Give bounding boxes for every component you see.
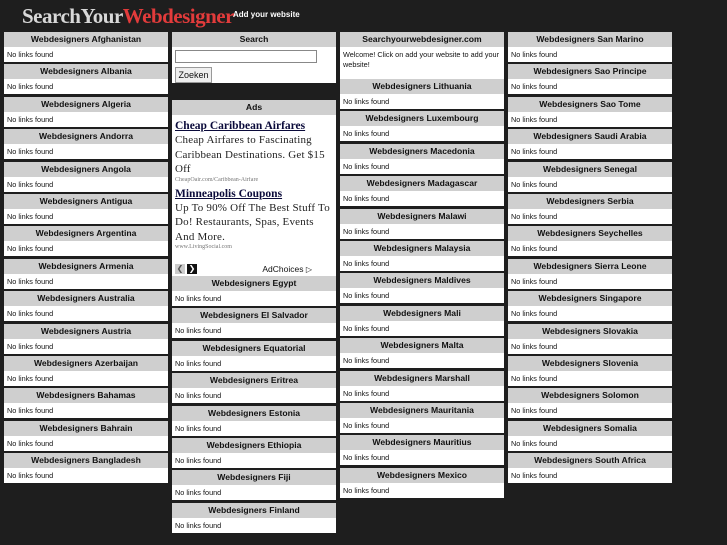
country-card [508,291,672,323]
welcome-text: Welcome! Click on add your website to add your website! [340,47,504,80]
no-links-text: No links found [340,126,504,141]
country-card [508,162,672,194]
country-card [340,176,504,208]
no-links-text: No links found [172,291,336,306]
country-title[interactable]: Webdesigners Ethiopia [172,438,336,453]
ad-url[interactable]: CheapOair.com/Caribbean-Airfare [175,176,259,183]
no-links-text: No links found [508,371,672,386]
ad-prev-button[interactable]: ❮ [176,264,184,273]
welcome-title[interactable]: Searchyourwebdesigner.com [340,32,504,47]
no-links-text: No links found [172,518,336,533]
country-column-1 [4,32,168,485]
country-title[interactable]: Webdesigners Egypt [172,276,336,291]
country-card [340,241,504,273]
country-card [508,97,672,129]
adchoices-label: AdChoices [262,264,304,274]
ad-url[interactable]: www.LivingSocial.com [175,244,232,250]
country-card [340,435,504,467]
no-links-text: No links found [508,403,672,418]
no-links-text: No links found [4,436,168,451]
country-title[interactable]: Webdesigners Slovenia [508,356,672,371]
country-title[interactable]: Webdesigners Estonia [172,406,336,421]
no-links-text: No links found [4,47,168,62]
country-title[interactable]: Webdesigners Albania [4,64,168,79]
country-title[interactable]: Webdesigners Australia [4,291,168,306]
search-title: Search [172,32,336,47]
country-title[interactable]: Webdesigners San Marino [508,32,672,47]
country-card [340,111,504,143]
ad-title-link[interactable]: Cheap Caribbean Airfares [175,120,306,132]
country-card [4,32,168,64]
country-card [172,406,336,438]
adchoices-icon: ▷ [305,265,312,274]
country-title[interactable]: Webdesigners Argentina [4,226,168,241]
country-title[interactable]: Webdesigners Antigua [4,194,168,209]
no-links-text: No links found [4,274,168,289]
no-links-text: No links found [4,79,168,94]
no-links-text: No links found [508,112,672,127]
country-card [172,373,336,405]
no-links-text: No links found [508,339,672,354]
search-body [172,47,336,83]
country-card [4,388,168,420]
country-title[interactable]: Webdesigners Slovakia [508,324,672,339]
country-title[interactable]: Webdesigners Bahrain [4,421,168,436]
country-card [4,97,168,129]
no-links-text: No links found [508,436,672,451]
country-card [508,259,672,291]
no-links-text: No links found [508,177,672,192]
no-links-text: No links found [340,94,504,109]
no-links-text: No links found [4,241,168,256]
country-card [4,64,168,96]
country-card [4,129,168,161]
country-column-4 [508,32,672,485]
country-title[interactable]: Webdesigners Malawi [340,209,504,224]
no-links-text: No links found [4,144,168,159]
site-logo[interactable] [22,3,234,29]
country-title[interactable]: Webdesigners Solomon [508,388,672,403]
no-links-text: No links found [340,191,504,206]
country-title[interactable]: Webdesigners Mauritius [340,435,504,450]
logo-text-part2: Webdesigner [122,4,234,28]
no-links-text: No links found [508,241,672,256]
country-card [4,194,168,226]
no-links-text: No links found [340,386,504,401]
country-title[interactable]: Webdesigners Saudi Arabia [508,129,672,144]
country-title[interactable]: Webdesigners Mali [340,306,504,321]
country-title[interactable]: Webdesigners Sierra Leone [508,259,672,274]
search-button[interactable]: Zoeken [175,67,212,83]
country-card [340,144,504,176]
country-card [508,453,672,485]
country-card [172,438,336,470]
no-links-text: No links found [508,144,672,159]
country-card [340,79,504,111]
no-links-text: No links found [172,453,336,468]
country-card [508,194,672,226]
no-links-text: No links found [508,47,672,62]
no-links-text: No links found [4,112,168,127]
country-title[interactable]: Webdesigners Malaysia [340,241,504,256]
country-card [508,32,672,64]
country-card [4,324,168,356]
adchoices-link[interactable] [262,264,312,274]
country-title[interactable]: Webdesigners Sao Tome [508,97,672,112]
country-card [508,324,672,356]
no-links-text: No links found [4,339,168,354]
no-links-text: No links found [508,468,672,483]
no-links-text: No links found [340,483,504,498]
country-title[interactable]: Webdesigners Macedonia [340,144,504,159]
search-input[interactable] [175,50,317,63]
no-links-text: No links found [340,288,504,303]
country-card [4,453,168,485]
country-title[interactable]: Webdesigners Algeria [4,97,168,112]
country-card [340,338,504,370]
country-title[interactable]: Webdesigners Madagascar [340,176,504,191]
country-title[interactable]: Webdesigners Bahamas [4,388,168,403]
country-title[interactable]: Webdesigners Azerbaijan [4,356,168,371]
country-title[interactable]: Webdesigners Mexico [340,468,504,483]
country-card [4,226,168,258]
country-title[interactable]: Webdesigners Marshall [340,371,504,386]
country-title[interactable]: Webdesigners Maldives [340,273,504,288]
country-card [508,64,672,96]
country-column-2 [172,32,336,535]
country-card [508,226,672,258]
country-card [508,356,672,388]
country-card [4,162,168,194]
country-title[interactable]: Webdesigners Equatorial [172,341,336,356]
ad-navigation [175,264,197,274]
no-links-text: No links found [172,323,336,338]
ads-card [172,100,336,276]
country-title[interactable]: Webdesigners Austria [4,324,168,339]
no-links-text: No links found [4,209,168,224]
no-links-text: No links found [340,256,504,271]
country-title[interactable]: Webdesigners Lithuania [340,79,504,94]
country-title[interactable]: Webdesigners Angola [4,162,168,177]
country-card [4,356,168,388]
no-links-text: No links found [172,356,336,371]
ads-body [172,115,336,276]
ad-next-button[interactable]: ❯ [188,264,196,273]
no-links-text: No links found [4,468,168,483]
country-card [340,306,504,338]
country-title[interactable]: Webdesigners Senegal [508,162,672,177]
ad-description: Up To 90% Off The Best Stuff To Do! Restaurants, Spas, Events And More. [175,201,330,243]
logo-text-part1: SearchYour [22,4,123,28]
welcome-card [340,32,504,79]
country-card [172,341,336,373]
country-card [508,421,672,453]
country-title[interactable]: Webdesigners Finland [172,503,336,518]
country-card [340,371,504,403]
country-column-3 [340,32,504,500]
country-title[interactable]: Webdesigners Andorra [4,129,168,144]
country-title[interactable]: Webdesigners Eritrea [172,373,336,388]
country-card [172,276,336,308]
no-links-text: No links found [340,353,504,368]
no-links-text: No links found [508,79,672,94]
ad-description: Cheap Airfares to Fascinating Caribbean Destinations. Get $15 Off [175,134,325,175]
no-links-text: No links found [172,388,336,403]
country-title[interactable]: Webdesigners Serbia [508,194,672,209]
country-title[interactable]: Webdesigners Mauritania [340,403,504,418]
country-title[interactable]: Webdesigners Sao Principe [508,64,672,79]
no-links-text: No links found [4,371,168,386]
ad-title-link[interactable]: Minneapolis Coupons [175,187,283,200]
no-links-text: No links found [340,418,504,433]
country-card [340,403,504,435]
no-links-text: No links found [508,306,672,321]
no-links-text: No links found [340,450,504,465]
country-card [340,209,504,241]
no-links-text: No links found [340,321,504,336]
no-links-text: No links found [172,485,336,500]
country-title[interactable]: Webdesigners Armenia [4,259,168,274]
country-card [340,468,504,500]
country-card [172,308,336,340]
country-title[interactable]: Webdesigners Bangladesh [4,453,168,468]
country-title[interactable]: Webdesigners Luxembourg [340,111,504,126]
site-header [0,0,727,32]
country-title[interactable]: Webdesigners Seychelles [508,226,672,241]
search-card [172,32,336,80]
country-title[interactable]: Webdesigners South Africa [508,453,672,468]
country-card [172,470,336,502]
no-links-text: No links found [4,306,168,321]
no-links-text: No links found [340,159,504,174]
country-title[interactable]: Webdesigners Afghanistan [4,32,168,47]
ads-title: Ads [172,100,336,115]
country-title[interactable]: Webdesigners Malta [340,338,504,353]
country-card [172,503,336,535]
country-card [508,388,672,420]
no-links-text: No links found [508,209,672,224]
country-title[interactable]: Webdesigners Fiji [172,470,336,485]
country-title[interactable]: Webdesigners El Salvador [172,308,336,323]
country-card [4,421,168,453]
no-links-text: No links found [4,403,168,418]
country-card [4,291,168,323]
country-title[interactable]: Webdesigners Singapore [508,291,672,306]
no-links-text: No links found [340,224,504,239]
country-title[interactable]: Webdesigners Somalia [508,421,672,436]
add-website-link[interactable]: Add your website [233,10,300,19]
no-links-text: No links found [4,177,168,192]
country-card [4,259,168,291]
country-card [508,129,672,161]
no-links-text: No links found [508,274,672,289]
no-links-text: No links found [172,421,336,436]
country-card [340,273,504,305]
